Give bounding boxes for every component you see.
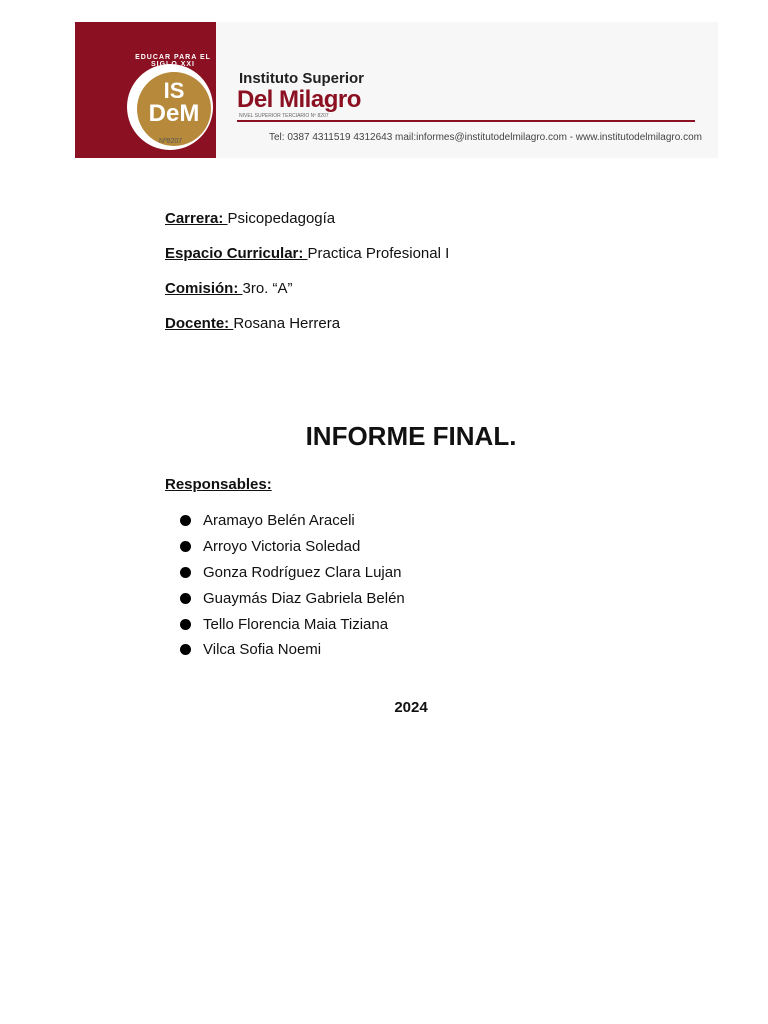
contact-line: Tel: 0387 4311519 4312643 mail:informes@institutodelmilagro.com - www.institutodelmilagro.com <box>269 132 702 143</box>
field-label: Docente: <box>165 315 234 332</box>
institute-name-line1: Instituto Superior <box>239 70 364 87</box>
list-item-text: Vilca Sofia Noemi <box>203 641 322 659</box>
list-item <box>180 637 405 663</box>
field-carrera <box>165 210 335 227</box>
list-item <box>180 560 405 586</box>
list-item <box>180 611 405 637</box>
institution-banner <box>75 22 718 158</box>
bullet-icon <box>180 593 191 604</box>
field-value: 3ro. “A” <box>242 280 293 297</box>
institute-subline: NIVEL SUPERIOR TERCIARIO Nº 8207 <box>239 113 329 119</box>
document-title: INFORME FINAL. <box>305 421 517 451</box>
list-item <box>180 508 405 534</box>
seal-arc-text: EDUCAR PARA EL SIGLO XXI <box>135 54 211 68</box>
bullet-icon <box>180 619 191 630</box>
seal-initials-bottom: DeM <box>148 100 200 127</box>
list-item <box>180 585 405 611</box>
field-docente <box>165 315 340 332</box>
seal-number: Nº8207 <box>159 138 183 145</box>
bullet-icon <box>180 567 191 578</box>
list-item-text: Aramayo Belén Araceli <box>203 512 355 530</box>
responsables-heading: Responsables: <box>165 476 272 493</box>
list-item-text: Guaymás Diaz Gabriela Belén <box>203 589 405 607</box>
institute-name-line2: Del Milagro <box>237 86 361 113</box>
field-value: Rosana Herrera <box>233 315 341 332</box>
list-item-text: Gonza Rodríguez Clara Lujan <box>203 563 402 581</box>
list-item-text: Tello Florencia Maia Tiziana <box>203 615 389 633</box>
document-year: 2024 <box>394 699 428 716</box>
field-label: Espacio Curricular: <box>165 245 308 262</box>
field-value: Practica Profesional I <box>307 245 450 262</box>
responsables-list <box>180 508 405 663</box>
institute-seal-logo <box>137 72 211 146</box>
bullet-icon <box>180 515 191 526</box>
field-espacio-curricular <box>165 245 449 262</box>
bullet-icon <box>180 644 191 655</box>
field-label: Comisión: <box>165 280 243 297</box>
list-item <box>180 534 405 560</box>
field-label: Carrera: <box>165 210 228 227</box>
field-comision <box>165 280 293 297</box>
seal-initials-top: IS <box>163 78 185 103</box>
bullet-icon <box>180 541 191 552</box>
field-value: Psicopedagogía <box>227 210 336 227</box>
header-rule <box>237 120 695 122</box>
list-item-text: Arroyo Victoria Soledad <box>203 538 361 556</box>
